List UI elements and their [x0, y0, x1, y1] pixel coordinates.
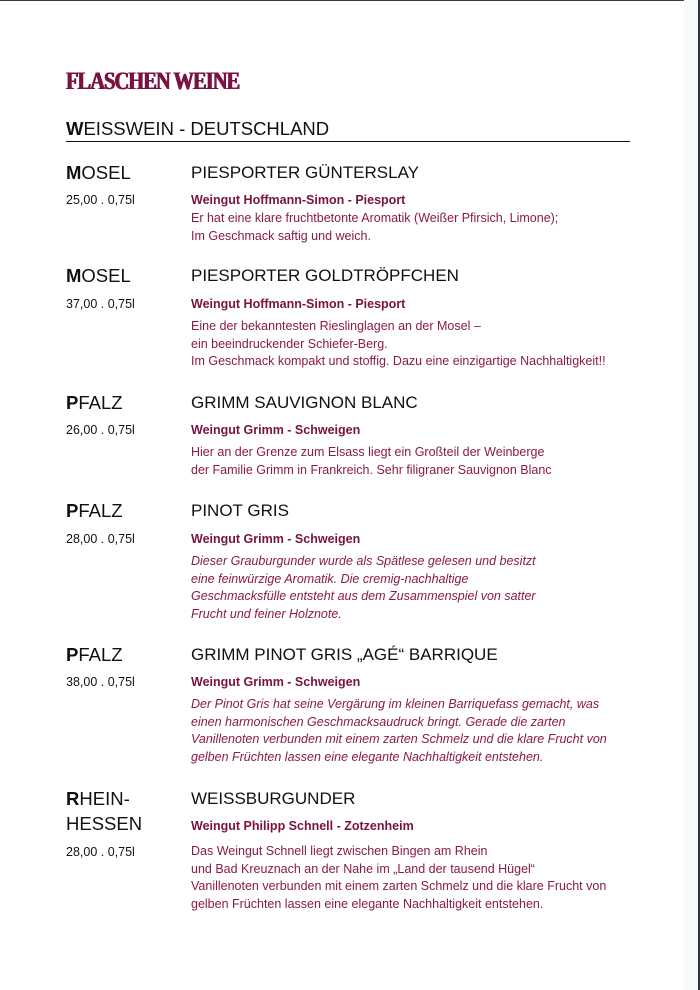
wine-name: PIESPORTER GÜNTERSLAY: [191, 163, 419, 182]
description-line: Frucht und feiner Holznote.: [191, 606, 342, 621]
region-initial: M: [66, 162, 82, 183]
description-line: Eine der bekanntesten Rieslinglagen an der Mosel –: [191, 319, 481, 333]
region-text: HEIN-: [79, 788, 130, 809]
description-line: gelben Früchten lassen eine elegante Nachhaltigkeit entstehen.: [191, 749, 544, 764]
wine-producer: Weingut Grimm - Schweigen: [191, 532, 361, 546]
region-initial: R: [66, 788, 80, 809]
wine-region: [66, 499, 123, 523]
wine-name: GRIMM PINOT GRIS „AGÉ“ BARRIQUE: [191, 645, 498, 664]
wine-description: [191, 696, 607, 766]
description-line: Dieser Grauburgunder wurde als Spätlese gelesen und besitzt: [191, 554, 536, 568]
wine-price: 38,00 . 0,75l: [66, 675, 135, 689]
wine-description: [191, 210, 558, 245]
description-line: der Familie Grimm in Frankreich. Sehr filigraner Sauvignon Blanc: [191, 462, 552, 477]
wine-producer: Weingut Philipp Schnell - Zotzenheim: [191, 819, 414, 833]
description-line: Der Pinot Gris hat seine Vergärung im kleinen Barriquefass gemacht, was: [191, 697, 600, 711]
region-initial: P: [66, 644, 79, 665]
wine-price: 25,00 . 0,75l: [66, 193, 135, 207]
wine-entry: [66, 391, 636, 481]
section-heading: [66, 118, 630, 142]
description-line: Im Geschmack saftig und weich.: [191, 228, 371, 243]
wine-name: PINOT GRIS: [191, 501, 289, 520]
wine-name: PIESPORTER GOLDTRÖPFCHEN: [191, 266, 459, 285]
wine-producer: Weingut Grimm - Schweigen: [191, 675, 361, 689]
region-text: FALZ: [78, 644, 123, 665]
region-initial: P: [66, 500, 79, 521]
region-text: FALZ: [78, 392, 123, 413]
wine-name: WEISSBURGUNDER: [191, 789, 356, 808]
wine-region: [66, 264, 131, 288]
wine-name: GRIMM SAUVIGNON BLANC: [191, 393, 418, 412]
region-text: OSEL: [81, 265, 131, 286]
wine-entry: [66, 787, 636, 927]
wine-producer: Weingut Grimm - Schweigen: [191, 423, 361, 437]
region-initial: P: [66, 392, 79, 413]
wine-region: [66, 391, 123, 415]
page-edge-shade: [684, 0, 698, 990]
section-heading-initial: W: [66, 118, 84, 139]
wine-description: [191, 318, 606, 371]
description-line: eine feinwürzige Aromatik. Die cremig-nachhaltige: [191, 571, 469, 586]
wine-producer: Weingut Hoffmann-Simon - Piesport: [191, 193, 406, 207]
wine-price: 28,00 . 0,75l: [66, 845, 135, 859]
region-text: OSEL: [81, 162, 131, 183]
wine-region-line2: HESSEN: [66, 813, 143, 834]
description-line: und Bad Kreuznach an der Nahe im „Land der tausend Hügel“: [191, 861, 535, 876]
description-line: Er hat eine klare fruchtbetonte Aromatik (Weißer Pfirsich, Limone);: [191, 211, 559, 225]
wine-region: [66, 787, 130, 811]
wine-price: 28,00 . 0,75l: [66, 532, 135, 546]
description-line: Geschmacksfülle entsteht aus dem Zusammenspiel von satter: [191, 589, 536, 604]
wine-price: 37,00 . 0,75l: [66, 297, 135, 311]
wine-description: [191, 444, 552, 479]
description-line: Das Weingut Schnell liegt zwischen Bingen am Rhein: [191, 844, 488, 858]
wine-entry: [66, 161, 636, 251]
wine-entry: [66, 643, 636, 773]
description-line: ein beeindruckender Schiefer-Berg.: [191, 336, 388, 351]
wine-description: [191, 843, 606, 913]
description-line: einen harmonischen Geschmacksaudruck bringt. Gerade die zarten: [191, 714, 566, 729]
description-line: Im Geschmack kompakt und stoffig. Dazu eine einzigartige Nachhaltigkeit!!: [191, 354, 606, 369]
wine-entry: [66, 264, 636, 374]
description-line: gelben Früchten lassen eine elegante Nachhaltigkeit entstehen.: [191, 896, 544, 911]
wine-region: [66, 643, 123, 667]
page-title: FLASCHEN WEINE: [66, 68, 240, 95]
description-line: Vanillenoten verbunden mit einem zarten Schmelz und die klare Frucht von: [191, 879, 607, 894]
section-heading-text: EISSWEIN - DEUTSCHLAND: [83, 118, 330, 139]
region-initial: M: [66, 265, 82, 286]
description-line: Hier an der Grenze zum Elsass liegt ein Großteil der Weinberge: [191, 445, 545, 459]
wine-region: [66, 161, 131, 185]
page-border-top: [0, 0, 700, 1]
wine-description: [191, 553, 536, 623]
wine-price: 26,00 . 0,75l: [66, 423, 135, 437]
wine-producer: Weingut Hoffmann-Simon - Piesport: [191, 297, 406, 311]
description-line: Vanillenoten verbunden mit einem zarten Schmelz und die klare Frucht von: [191, 732, 607, 747]
region-text: FALZ: [78, 500, 123, 521]
wine-entry: [66, 499, 636, 629]
